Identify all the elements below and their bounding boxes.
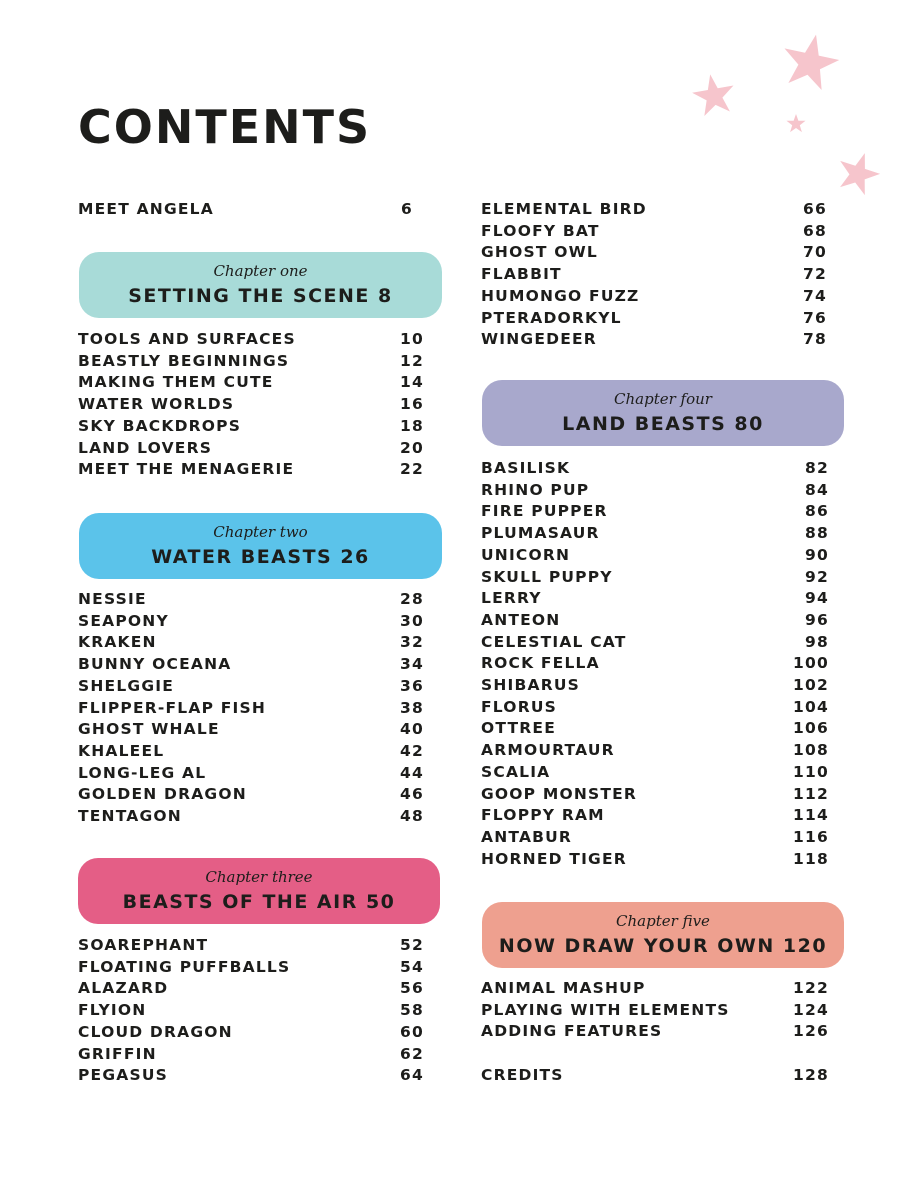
toc-entry[interactable] bbox=[481, 1000, 829, 1020]
toc-entry[interactable] bbox=[78, 372, 424, 392]
toc-entry-page: 70 bbox=[803, 243, 827, 262]
toc-entry-title: HUMONGO FUZZ bbox=[481, 286, 640, 305]
toc-entry-page: 78 bbox=[803, 330, 827, 349]
toc-entry[interactable] bbox=[481, 480, 829, 500]
toc-entry-page: 88 bbox=[805, 524, 829, 543]
toc-entry-page: 6 bbox=[401, 200, 413, 218]
toc-entry-title: LONG-LEG AL bbox=[78, 763, 207, 782]
toc-entry-page: 122 bbox=[793, 979, 829, 997]
toc-entry-title: MAKING THEM CUTE bbox=[78, 373, 274, 392]
toc-entry-title: FLOOFY BAT bbox=[481, 221, 600, 240]
chapter-kicker: Chapter five bbox=[616, 912, 710, 930]
toc-entry[interactable] bbox=[481, 523, 829, 543]
toc-entry[interactable] bbox=[78, 741, 424, 761]
toc-entry[interactable] bbox=[78, 394, 424, 414]
toc-entry[interactable] bbox=[481, 286, 827, 306]
toc-entry-title: LERRY bbox=[481, 589, 542, 608]
toc-entry[interactable] bbox=[481, 588, 829, 608]
toc-entry[interactable] bbox=[481, 632, 829, 652]
chapter-three-banner[interactable] bbox=[78, 858, 440, 924]
toc-entry-page: 108 bbox=[793, 741, 829, 760]
toc-entry-page: 86 bbox=[805, 502, 829, 521]
toc-entry[interactable] bbox=[78, 978, 424, 998]
toc-entry[interactable] bbox=[481, 501, 829, 521]
toc-entry[interactable] bbox=[481, 610, 829, 630]
toc-entry-title: CELESTIAL CAT bbox=[481, 632, 627, 651]
toc-entry-title: FLIPPER-FLAP FISH bbox=[78, 698, 267, 717]
toc-entry-page: 74 bbox=[803, 286, 827, 305]
toc-entry-page: 32 bbox=[400, 633, 424, 652]
toc-entry-title: SKY BACKDROPS bbox=[78, 416, 242, 435]
contents-left-column bbox=[78, 0, 424, 1177]
contents-right-column bbox=[481, 0, 831, 1177]
toc-entry-page: 84 bbox=[805, 480, 829, 499]
toc-entry[interactable] bbox=[78, 676, 424, 696]
toc-entry[interactable] bbox=[481, 199, 827, 219]
toc-entry[interactable] bbox=[78, 1022, 424, 1042]
toc-entry-title: SCALIA bbox=[481, 762, 551, 781]
toc-entry-title: SEAPONY bbox=[78, 611, 169, 630]
toc-entry-page: 92 bbox=[805, 567, 829, 586]
toc-entry-title: SOAREPHANT bbox=[78, 936, 209, 954]
toc-entry[interactable] bbox=[78, 1044, 424, 1064]
toc-entry-page: 36 bbox=[400, 676, 424, 695]
toc-entry-title: BUNNY OCEANA bbox=[78, 655, 232, 674]
toc-entry-title: FLORUS bbox=[481, 697, 557, 716]
chapter-kicker: Chapter two bbox=[213, 523, 308, 541]
chapter-heading: LAND BEASTS 80 bbox=[562, 413, 764, 435]
toc-entry-title: PEGASUS bbox=[78, 1066, 168, 1085]
toc-entry-title: MEET ANGELA bbox=[78, 200, 214, 218]
toc-entry-title: ADDING FEATURES bbox=[481, 1022, 663, 1041]
toc-entry-page: 94 bbox=[805, 589, 829, 608]
toc-entry-title: WINGEDEER bbox=[481, 330, 597, 349]
toc-entry-title: MEET THE MENAGERIE bbox=[78, 460, 295, 479]
toc-entry-page: 100 bbox=[793, 654, 829, 673]
toc-entry[interactable] bbox=[78, 719, 424, 739]
toc-entry-page: 116 bbox=[793, 827, 829, 846]
toc-entry-title: ROCK FELLA bbox=[481, 654, 600, 673]
toc-entry-page: 98 bbox=[805, 632, 829, 651]
toc-entry-title: CLOUD DRAGON bbox=[78, 1022, 233, 1041]
toc-entry-page: 18 bbox=[400, 416, 424, 435]
toc-entry-title: WATER WORLDS bbox=[78, 395, 235, 414]
toc-entry-page: 82 bbox=[805, 459, 829, 477]
toc-entry-title: SHIBARUS bbox=[481, 676, 580, 694]
toc-entry[interactable] bbox=[481, 978, 829, 998]
toc-entry[interactable] bbox=[78, 763, 424, 783]
toc-entry-title: ANIMAL MASHUP bbox=[481, 979, 646, 997]
toc-entry-title: GOLDEN DRAGON bbox=[78, 785, 247, 804]
toc-entry[interactable] bbox=[481, 545, 829, 565]
toc-entry-title: GOOP MONSTER bbox=[481, 784, 638, 803]
chapter-five-banner[interactable] bbox=[482, 902, 844, 968]
toc-entry-page: 38 bbox=[400, 698, 424, 717]
toc-entry-title: ANTEON bbox=[481, 610, 561, 629]
toc-entry-page: 22 bbox=[400, 460, 424, 479]
toc-entry-page: 72 bbox=[803, 265, 827, 284]
toc-entry[interactable] bbox=[481, 1065, 829, 1085]
toc-entry-page: 118 bbox=[793, 849, 829, 868]
toc-entry[interactable] bbox=[481, 827, 829, 847]
toc-entry-title: KRAKEN bbox=[78, 633, 157, 652]
toc-entry[interactable] bbox=[78, 589, 424, 609]
chapter-kicker: Chapter four bbox=[614, 390, 712, 408]
toc-entry-title: OTTREE bbox=[481, 719, 556, 738]
toc-entry-page: 46 bbox=[400, 785, 424, 804]
toc-entry[interactable] bbox=[78, 1065, 424, 1085]
toc-entry-page: 52 bbox=[400, 936, 424, 954]
toc-entry[interactable] bbox=[78, 784, 424, 804]
toc-entry[interactable] bbox=[481, 740, 829, 760]
toc-entry-page: 104 bbox=[793, 697, 829, 716]
toc-entry-title: CREDITS bbox=[481, 1066, 564, 1084]
toc-entry-page: 28 bbox=[400, 590, 424, 608]
toc-entry-title: GHOST WHALE bbox=[78, 720, 220, 739]
toc-entry[interactable] bbox=[78, 1000, 424, 1020]
toc-entry-title: GRIFFIN bbox=[78, 1044, 157, 1063]
toc-entry-page: 114 bbox=[793, 806, 829, 825]
chapter-four-banner[interactable] bbox=[482, 380, 844, 446]
chapter-heading: WATER BEASTS 26 bbox=[151, 546, 370, 568]
toc-entry-title: RHINO PUP bbox=[481, 480, 590, 499]
toc-entry[interactable] bbox=[78, 654, 424, 674]
toc-entry[interactable] bbox=[78, 806, 424, 826]
toc-entry-page: 102 bbox=[793, 676, 829, 694]
toc-entry[interactable] bbox=[78, 935, 424, 955]
toc-entry-page: 68 bbox=[803, 221, 827, 240]
toc-entry[interactable] bbox=[481, 675, 829, 695]
toc-entry[interactable] bbox=[481, 784, 829, 804]
toc-entry-page: 58 bbox=[400, 1001, 424, 1020]
toc-entry[interactable] bbox=[481, 458, 829, 478]
toc-entry-title: ARMOURTAUR bbox=[481, 741, 615, 760]
toc-entry[interactable] bbox=[481, 264, 827, 284]
toc-entry-page: 60 bbox=[400, 1022, 424, 1041]
toc-entry-page: 10 bbox=[400, 330, 424, 348]
toc-entry-page: 112 bbox=[793, 784, 829, 803]
toc-entry[interactable] bbox=[481, 762, 829, 782]
toc-entry[interactable] bbox=[78, 698, 424, 718]
toc-entry[interactable] bbox=[78, 438, 424, 458]
toc-entry-page: 54 bbox=[400, 957, 424, 976]
toc-entry-title: FLABBIT bbox=[481, 265, 562, 284]
toc-entry-page: 30 bbox=[400, 611, 424, 630]
toc-entry-page: 106 bbox=[793, 719, 829, 738]
toc-entry-page: 34 bbox=[400, 655, 424, 674]
toc-entry-title: PLAYING WITH ELEMENTS bbox=[481, 1000, 730, 1019]
toc-entry-page: 20 bbox=[400, 438, 424, 457]
toc-entry-title: TOOLS AND SURFACES bbox=[78, 330, 296, 348]
toc-entry[interactable] bbox=[481, 567, 829, 587]
toc-entry-page: 44 bbox=[400, 763, 424, 782]
toc-entry-page: 56 bbox=[400, 979, 424, 998]
toc-entry[interactable] bbox=[481, 718, 829, 738]
toc-entry-page: 90 bbox=[805, 545, 829, 564]
toc-entry-title: BEASTLY BEGINNINGS bbox=[78, 351, 290, 370]
toc-entry-title: TENTAGON bbox=[78, 807, 182, 825]
toc-entry[interactable] bbox=[78, 329, 424, 349]
toc-entry-page: 124 bbox=[793, 1000, 829, 1019]
toc-entry-page: 96 bbox=[805, 610, 829, 629]
toc-entry-page: 126 bbox=[793, 1022, 829, 1041]
toc-entry-title: ALAZARD bbox=[78, 979, 169, 998]
page-title: CONTENTS bbox=[78, 100, 372, 154]
toc-entry-page: 128 bbox=[793, 1066, 829, 1084]
toc-entry[interactable] bbox=[481, 849, 829, 869]
toc-entry-title: BASILISK bbox=[481, 459, 571, 477]
toc-entry[interactable] bbox=[481, 805, 829, 825]
toc-entry-title: PLUMASAUR bbox=[481, 524, 600, 543]
toc-entry[interactable] bbox=[78, 351, 424, 371]
toc-entry[interactable] bbox=[78, 632, 424, 652]
toc-entry[interactable] bbox=[481, 653, 829, 673]
toc-entry-page: 62 bbox=[400, 1044, 424, 1063]
toc-entry-page: 66 bbox=[803, 200, 827, 218]
chapter-heading: NOW DRAW YOUR OWN 120 bbox=[498, 935, 828, 957]
toc-entry[interactable] bbox=[481, 242, 827, 262]
chapter-heading: SETTING THE SCENE 8 bbox=[128, 285, 393, 307]
toc-entry-page: 110 bbox=[793, 762, 829, 781]
toc-entry-title: FLOPPY RAM bbox=[481, 806, 605, 825]
toc-entry-page: 64 bbox=[400, 1066, 424, 1085]
toc-entry[interactable] bbox=[78, 611, 424, 631]
toc-entry[interactable] bbox=[78, 459, 424, 479]
toc-entry-title: PTERADORKYL bbox=[481, 308, 622, 327]
toc-entry-meet-angela[interactable] bbox=[78, 199, 413, 219]
toc-entry-title: FLYION bbox=[78, 1001, 147, 1020]
toc-entry[interactable] bbox=[481, 1021, 829, 1041]
toc-entry-title: HORNED TIGER bbox=[481, 849, 627, 868]
toc-entry-title: SHELGGIE bbox=[78, 676, 175, 695]
toc-entry-title: SKULL PUPPY bbox=[481, 567, 613, 586]
toc-entry[interactable] bbox=[481, 308, 827, 328]
chapter-one-banner[interactable] bbox=[79, 252, 442, 318]
toc-entry-title: UNICORN bbox=[481, 545, 571, 564]
chapter-two-banner[interactable] bbox=[79, 513, 442, 579]
chapter-heading: BEASTS OF THE AIR 50 bbox=[122, 891, 396, 913]
chapter-kicker: Chapter one bbox=[213, 262, 308, 280]
star-icon bbox=[834, 150, 882, 198]
toc-entry-title: ANTABUR bbox=[481, 827, 573, 846]
toc-entry[interactable] bbox=[481, 221, 827, 241]
toc-entry-title: LAND LOVERS bbox=[78, 438, 213, 457]
toc-entry[interactable] bbox=[481, 329, 827, 349]
toc-entry-title: NESSIE bbox=[78, 590, 147, 608]
toc-entry-page: 40 bbox=[400, 720, 424, 739]
toc-entry[interactable] bbox=[78, 416, 424, 436]
toc-entry-title: GHOST OWL bbox=[481, 243, 598, 262]
toc-entry-page: 14 bbox=[400, 373, 424, 392]
toc-entry-page: 76 bbox=[803, 308, 827, 327]
toc-entry[interactable] bbox=[481, 697, 829, 717]
toc-entry-page: 48 bbox=[400, 807, 424, 825]
toc-entry-title: ELEMENTAL BIRD bbox=[481, 200, 647, 218]
toc-entry-page: 12 bbox=[400, 351, 424, 370]
toc-entry-title: FLOATING PUFFBALLS bbox=[78, 957, 291, 976]
chapter-kicker: Chapter three bbox=[205, 868, 313, 886]
toc-entry-page: 16 bbox=[400, 395, 424, 414]
toc-entry-title: KHALEEL bbox=[78, 741, 165, 760]
toc-entry[interactable] bbox=[78, 957, 424, 977]
toc-entry-page: 42 bbox=[400, 741, 424, 760]
toc-entry-title: FIRE PUPPER bbox=[481, 502, 608, 521]
